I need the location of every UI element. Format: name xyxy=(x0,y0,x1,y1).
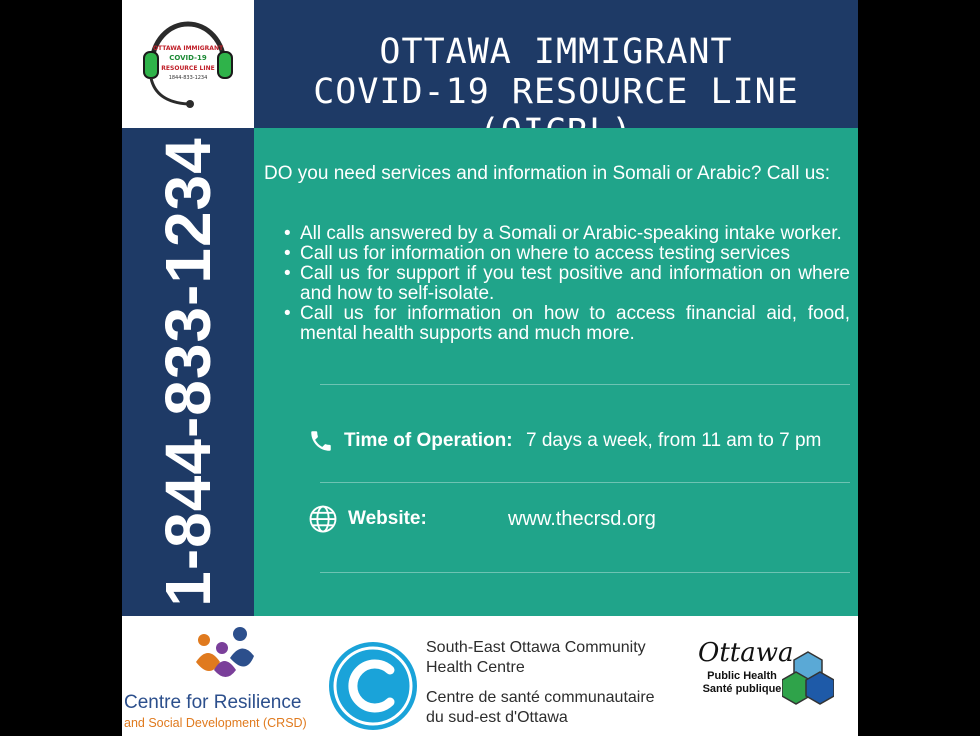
logo-line1: OTTAWA IMMIGRANT xyxy=(152,45,224,52)
website-link[interactable]: www.thecrsd.org xyxy=(508,507,656,530)
divider xyxy=(320,572,850,573)
seochc-fr-line2: du sud-est d'Ottawa xyxy=(426,709,568,726)
info-panel xyxy=(254,128,858,616)
list-item: • Call us for information on how to access financial aid, food, mental health supports and much more. xyxy=(282,304,850,344)
service-list xyxy=(282,224,850,344)
seochc-logo-icon xyxy=(328,640,418,732)
seochc-fr-line1: Centre de santé communautaire xyxy=(426,689,655,706)
ottawa-hex-icon xyxy=(782,650,834,706)
ottawa-wordmark: Ottawa xyxy=(698,638,794,668)
logo-line4: 1844-833-1234 xyxy=(168,75,208,81)
intro-text: DO you need services and information in Somali or Arabic? Call us: xyxy=(264,163,831,184)
phone-band xyxy=(122,128,254,616)
divider xyxy=(320,384,850,385)
headset-icon xyxy=(122,0,254,128)
website-label: Website: xyxy=(348,508,427,529)
list-item: • Call us for information on where to access testing services xyxy=(282,244,850,264)
ottawa-public-health xyxy=(700,670,784,696)
crsd-subtitle: and Social Development (CRSD) xyxy=(124,716,307,730)
logo-line3: RESOURCE LINE xyxy=(161,65,215,72)
phone-number[interactable]: 1-844-833-1234 xyxy=(152,137,224,607)
website-row xyxy=(308,504,656,534)
ph-fr: Santé publique xyxy=(702,683,782,695)
seochc-en-line2: Health Centre xyxy=(426,659,525,676)
operation-row xyxy=(308,428,821,454)
seochc-en-line1: South-East Ottawa Community xyxy=(426,639,646,656)
partner-logos xyxy=(122,616,858,736)
phone-icon xyxy=(308,428,334,454)
crsd-name: Centre for Resilience xyxy=(124,692,302,713)
list-item: • All calls answered by a Somali or Arabic-speaking intake worker. xyxy=(282,224,850,244)
operation-label: Time of Operation: xyxy=(344,430,513,451)
poster xyxy=(122,0,858,736)
header-band xyxy=(254,0,858,128)
ph-en: Public Health xyxy=(707,670,777,682)
crsd-logo-icon xyxy=(190,622,260,686)
logo-line2: COVID-19 xyxy=(169,54,207,62)
divider xyxy=(320,482,850,483)
oicrl-logo xyxy=(122,0,254,128)
operation-value: 7 days a week, from 11 am to 7 pm xyxy=(526,430,822,451)
list-item: • Call us for support if you test positive and information on where and how to self-isolate. xyxy=(282,264,850,304)
title-line1: OTTAWA IMMIGRANT xyxy=(379,32,733,72)
seochc-name xyxy=(426,638,655,728)
globe-icon xyxy=(308,504,338,534)
title-line2: COVID-19 RESOURCE LINE xyxy=(313,72,799,112)
